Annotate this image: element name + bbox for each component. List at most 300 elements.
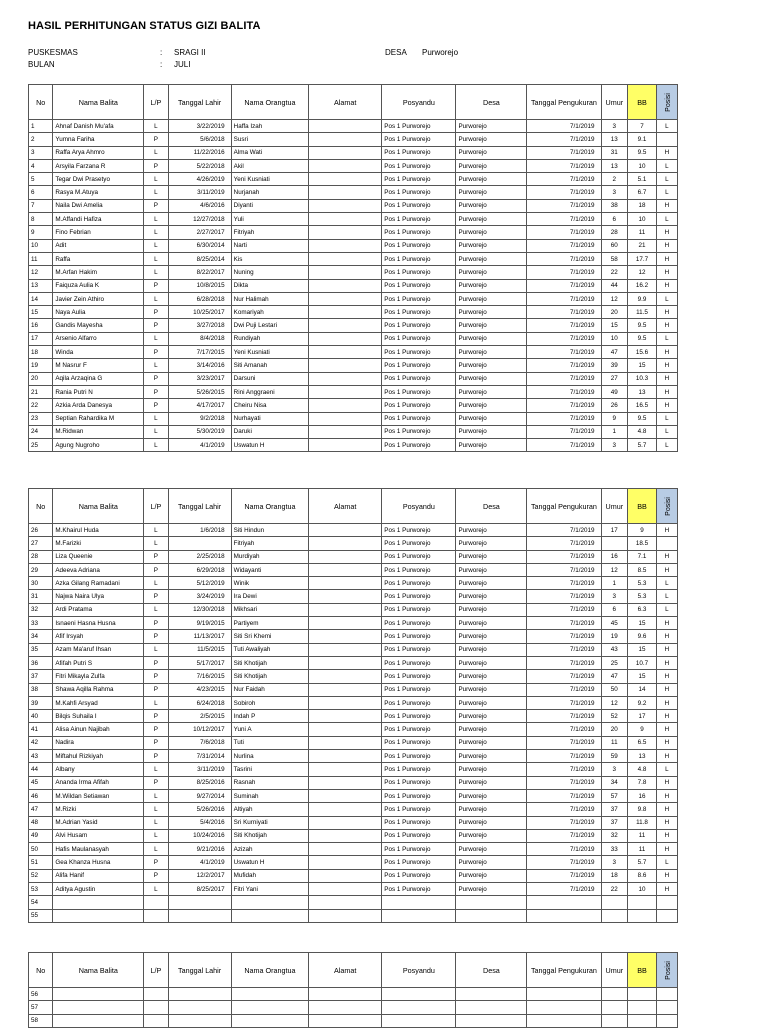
cell-tanggal-pengukuran: 7/1/2019 (527, 226, 601, 239)
cell-posyandu: Pos 1 Purworejo (382, 524, 456, 537)
table-row (29, 577, 678, 590)
cell-lp: L (144, 763, 168, 776)
cell-tanggal-pengukuran: 7/1/2019 (527, 883, 601, 896)
cell-nama-balita: Adit (53, 239, 144, 252)
cell-desa: Purworejo (456, 146, 527, 159)
cell-desa (456, 909, 527, 922)
cell-posisi: H (656, 399, 677, 412)
cell-bb: 11 (628, 829, 657, 842)
cell-tanggal-pengukuran: 7/1/2019 (527, 372, 601, 385)
cell-row-no: 1 (29, 120, 53, 133)
cell-bb: 5.1 (628, 173, 657, 186)
cell-row-no: 20 (29, 372, 53, 385)
status-gizi-table-3 (28, 952, 678, 1028)
cell-posyandu: Pos 1 Purworejo (382, 226, 456, 239)
cell-umur: 3 (601, 856, 628, 869)
cell-posisi: H (656, 279, 677, 292)
cell-posyandu: Pos 1 Purworejo (382, 425, 456, 438)
column-header-row-no (29, 953, 53, 988)
cell-alamat (309, 332, 382, 345)
cell-bb: 5.3 (628, 590, 657, 603)
cell-nama-orangtua (231, 909, 309, 922)
cell-desa: Purworejo (456, 590, 527, 603)
cell-posisi: H (656, 643, 677, 656)
cell-posyandu: Pos 1 Purworejo (382, 696, 456, 709)
cell-desa: Purworejo (456, 252, 527, 265)
cell-row-no: 18 (29, 346, 53, 359)
cell-posisi: L (656, 856, 677, 869)
cell-tanggal-lahir (168, 537, 231, 550)
cell-nama-orangtua: Fitriyah (231, 226, 309, 239)
cell-row-no: 12 (29, 266, 53, 279)
cell-nama-orangtua: Dikta (231, 279, 309, 292)
cell-tanggal-pengukuran: 7/1/2019 (527, 524, 601, 537)
cell-posyandu: Pos 1 Purworejo (382, 577, 456, 590)
cell-row-no: 9 (29, 226, 53, 239)
cell-desa: Purworejo (456, 656, 527, 669)
cell-posyandu: Pos 1 Purworejo (382, 723, 456, 736)
cell-lp: P (144, 710, 168, 723)
cell-bb: 10.7 (628, 656, 657, 669)
cell-tanggal-lahir: 5/26/2016 (168, 803, 231, 816)
cell-posisi (656, 1001, 677, 1014)
cell-bb: 4.8 (628, 763, 657, 776)
cell-tanggal-pengukuran: 7/1/2019 (527, 603, 601, 616)
cell-row-no: 30 (29, 577, 53, 590)
cell-umur: 6 (601, 603, 628, 616)
cell-tanggal-pengukuran: 7/1/2019 (527, 120, 601, 133)
cell-bb: 9 (628, 723, 657, 736)
cell-bb: 15 (628, 359, 657, 372)
cell-umur: 1 (601, 425, 628, 438)
cell-alamat (309, 439, 382, 452)
cell-desa: Purworejo (456, 803, 527, 816)
cell-nama-balita: Aditya Agustin (53, 883, 144, 896)
cell-desa: Purworejo (456, 120, 527, 133)
cell-row-no: 38 (29, 683, 53, 696)
cell-posisi: H (656, 550, 677, 563)
column-header-label: Posyandu (402, 965, 435, 975)
table-row (29, 816, 678, 829)
cell-alamat (309, 590, 382, 603)
cell-tanggal-pengukuran: 7/1/2019 (527, 789, 601, 802)
cell-lp: L (144, 332, 168, 345)
cell-nama-orangtua: Narti (231, 239, 309, 252)
cell-nama-orangtua: Siti Sri Khemi (231, 630, 309, 643)
table-row (29, 266, 678, 279)
cell-posyandu: Pos 1 Purworejo (382, 399, 456, 412)
cell-alamat (309, 399, 382, 412)
cell-desa: Purworejo (456, 763, 527, 776)
column-header-label: Posisi (664, 961, 672, 980)
cell-alamat (309, 173, 382, 186)
cell-umur: 19 (601, 630, 628, 643)
table-row (29, 590, 678, 603)
cell-row-no: 4 (29, 159, 53, 172)
cell-nama-orangtua: Winik (231, 577, 309, 590)
cell-nama-orangtua: Komariyah (231, 306, 309, 319)
cell-umur: 22 (601, 266, 628, 279)
cell-nama-balita (53, 988, 144, 1001)
cell-tanggal-lahir: 12/2/2017 (168, 869, 231, 882)
column-header-nama-orangtua (231, 85, 309, 120)
cell-posisi: H (656, 803, 677, 816)
cell-alamat (309, 803, 382, 816)
cell-tanggal-lahir: 3/11/2019 (168, 186, 231, 199)
cell-lp: L (144, 643, 168, 656)
cell-nama-balita: Alisa Ainun Najibah (53, 723, 144, 736)
cell-lp: P (144, 723, 168, 736)
cell-posyandu: Pos 1 Purworejo (382, 213, 456, 226)
cell-alamat (309, 683, 382, 696)
cell-desa: Purworejo (456, 683, 527, 696)
cell-nama-orangtua: Altiyah (231, 803, 309, 816)
cell-umur: 59 (601, 750, 628, 763)
cell-nama-balita: Winda (53, 346, 144, 359)
cell-nama-orangtua: Tasrini (231, 763, 309, 776)
column-header-bb (628, 953, 657, 988)
cell-lp: L (144, 425, 168, 438)
column-header-bb (628, 85, 657, 120)
cell-nama-orangtua: Yuli (231, 213, 309, 226)
cell-row-no: 21 (29, 385, 53, 398)
cell-nama-balita: Najwa Naira Ulya (53, 590, 144, 603)
cell-lp: L (144, 173, 168, 186)
cell-tanggal-pengukuran: 7/1/2019 (527, 723, 601, 736)
cell-umur: 20 (601, 723, 628, 736)
cell-tanggal-pengukuran: 7/1/2019 (527, 643, 601, 656)
cell-umur: 43 (601, 643, 628, 656)
cell-tanggal-pengukuran (527, 909, 601, 922)
cell-nama-balita: Azkia Arda Danesya (53, 399, 144, 412)
cell-lp: P (144, 372, 168, 385)
cell-posyandu: Pos 1 Purworejo (382, 656, 456, 669)
cell-lp: P (144, 656, 168, 669)
column-header-label: No (36, 97, 46, 107)
column-header-desa (456, 489, 527, 524)
cell-bb: 17 (628, 710, 657, 723)
cell-lp: P (144, 550, 168, 563)
table-row (29, 186, 678, 199)
cell-posyandu: Pos 1 Purworejo (382, 159, 456, 172)
cell-tanggal-lahir (168, 1001, 231, 1014)
cell-posyandu: Pos 1 Purworejo (382, 829, 456, 842)
cell-bb: 9.5 (628, 332, 657, 345)
table-row (29, 524, 678, 537)
cell-umur: 11 (601, 736, 628, 749)
table-row (29, 563, 678, 576)
cell-lp: P (144, 590, 168, 603)
cell-posyandu: Pos 1 Purworejo (382, 252, 456, 265)
cell-alamat (309, 856, 382, 869)
cell-desa: Purworejo (456, 550, 527, 563)
cell-row-no: 48 (29, 816, 53, 829)
cell-nama-balita: Gea Khanza Husna (53, 856, 144, 869)
cell-nama-orangtua: Widayanti (231, 563, 309, 576)
cell-nama-orangtua: Nuning (231, 266, 309, 279)
cell-nama-orangtua: Nurlina (231, 750, 309, 763)
cell-posisi (656, 1014, 677, 1027)
cell-umur (601, 896, 628, 909)
column-header-umur (601, 953, 628, 988)
cell-row-no: 56 (29, 988, 53, 1001)
cell-alamat (309, 1001, 382, 1014)
cell-lp: L (144, 803, 168, 816)
column-header-label: Tanggal Lahir (178, 97, 222, 107)
cell-posyandu (382, 1001, 456, 1014)
cell-nama-balita: Arsenio Alfarro (53, 332, 144, 345)
cell-nama-balita: Tegar Dwi Prasetyo (53, 173, 144, 186)
cell-umur: 2 (601, 173, 628, 186)
cell-tanggal-pengukuran: 7/1/2019 (527, 829, 601, 842)
cell-lp: L (144, 843, 168, 856)
cell-posisi: H (656, 656, 677, 669)
cell-alamat (309, 656, 382, 669)
cell-lp (144, 1014, 168, 1027)
cell-nama-balita: Miftahul Rizkiyah (53, 750, 144, 763)
column-header-label: Alamat (334, 501, 357, 511)
status-gizi-table-1 (28, 84, 678, 452)
cell-alamat (309, 816, 382, 829)
cell-nama-balita: Alifa Hanif (53, 869, 144, 882)
cell-desa: Purworejo (456, 173, 527, 186)
table-row (29, 856, 678, 869)
cell-tanggal-pengukuran: 7/1/2019 (527, 399, 601, 412)
cell-row-no: 27 (29, 537, 53, 550)
cell-tanggal-pengukuran: 7/1/2019 (527, 843, 601, 856)
cell-nama-orangtua: Tuti Awaliyah (231, 643, 309, 656)
cell-nama-orangtua: Siti Khotijah (231, 670, 309, 683)
cell-nama-orangtua: Cheiru Nisa (231, 399, 309, 412)
cell-desa: Purworejo (456, 372, 527, 385)
cell-desa: Purworejo (456, 563, 527, 576)
column-header-label: Alamat (334, 965, 357, 975)
cell-desa: Purworejo (456, 710, 527, 723)
column-header-bb (628, 489, 657, 524)
cell-lp (144, 909, 168, 922)
cell-row-no: 17 (29, 332, 53, 345)
cell-row-no: 43 (29, 750, 53, 763)
cell-posisi: H (656, 199, 677, 212)
cell-alamat (309, 563, 382, 576)
cell-desa: Purworejo (456, 776, 527, 789)
cell-tanggal-pengukuran: 7/1/2019 (527, 159, 601, 172)
cell-bb: 9 (628, 524, 657, 537)
column-header-label: Posisi (664, 497, 672, 516)
cell-posisi: H (656, 683, 677, 696)
cell-alamat (309, 120, 382, 133)
cell-nama-orangtua: Indah P (231, 710, 309, 723)
cell-bb: 14 (628, 683, 657, 696)
cell-row-no: 46 (29, 789, 53, 802)
column-header-label: Tanggal Lahir (178, 501, 222, 511)
cell-alamat (309, 146, 382, 159)
table-row (29, 643, 678, 656)
cell-alamat (309, 736, 382, 749)
cell-tanggal-pengukuran: 7/1/2019 (527, 550, 601, 563)
cell-posyandu (382, 896, 456, 909)
cell-tanggal-pengukuran: 7/1/2019 (527, 439, 601, 452)
cell-nama-balita: Bilqis Suhaila I (53, 710, 144, 723)
cell-tanggal-pengukuran: 7/1/2019 (527, 696, 601, 709)
cell-posisi: L (656, 159, 677, 172)
cell-desa: Purworejo (456, 524, 527, 537)
cell-desa: Purworejo (456, 816, 527, 829)
cell-row-no: 33 (29, 617, 53, 630)
table-row (29, 385, 678, 398)
cell-lp: L (144, 120, 168, 133)
column-header-label: Nama Balita (78, 965, 118, 975)
column-header-lp (144, 85, 168, 120)
cell-tanggal-lahir: 2/27/2017 (168, 226, 231, 239)
cell-tanggal-pengukuran: 7/1/2019 (527, 803, 601, 816)
bulan-value: JULI (174, 60, 191, 69)
cell-posisi: H (656, 372, 677, 385)
cell-desa: Purworejo (456, 630, 527, 643)
column-header-label: Umur (605, 501, 624, 511)
cell-posisi: H (656, 239, 677, 252)
cell-bb: 5.3 (628, 577, 657, 590)
cell-nama-orangtua: Nur Halimah (231, 292, 309, 305)
cell-alamat (309, 412, 382, 425)
cell-alamat (309, 537, 382, 550)
column-header-lp (144, 953, 168, 988)
cell-nama-orangtua: Dwi Puji Lestari (231, 319, 309, 332)
column-header-tanggal-lahir (168, 489, 231, 524)
cell-nama-orangtua: Yuni A (231, 723, 309, 736)
cell-lp: L (144, 252, 168, 265)
cell-bb: 9.5 (628, 412, 657, 425)
cell-alamat (309, 279, 382, 292)
cell-posisi: L (656, 412, 677, 425)
cell-row-no: 24 (29, 425, 53, 438)
table-row (29, 763, 678, 776)
cell-row-no: 52 (29, 869, 53, 882)
cell-alamat (309, 199, 382, 212)
cell-tanggal-pengukuran: 7/1/2019 (527, 346, 601, 359)
header-row (29, 85, 678, 120)
cell-tanggal-lahir: 3/11/2019 (168, 763, 231, 776)
cell-alamat (309, 524, 382, 537)
cell-nama-balita: Ananda Irma Afifah (53, 776, 144, 789)
cell-bb: 18 (628, 199, 657, 212)
cell-tanggal-pengukuran: 7/1/2019 (527, 617, 601, 630)
cell-umur: 28 (601, 226, 628, 239)
cell-umur: 22 (601, 883, 628, 896)
column-header-posyandu (382, 85, 456, 120)
cell-posisi (656, 133, 677, 146)
cell-tanggal-pengukuran: 7/1/2019 (527, 239, 601, 252)
cell-nama-balita: Gandis Mayesha (53, 319, 144, 332)
cell-desa: Purworejo (456, 577, 527, 590)
cell-tanggal-lahir (168, 988, 231, 1001)
cell-posyandu: Pos 1 Purworejo (382, 133, 456, 146)
cell-tanggal-lahir: 9/2/2018 (168, 412, 231, 425)
cell-lp: P (144, 399, 168, 412)
cell-alamat (309, 577, 382, 590)
cell-row-no: 49 (29, 829, 53, 842)
cell-posisi: L (656, 439, 677, 452)
cell-nama-balita: Azka Gilang Ramadani (53, 577, 144, 590)
table-row (29, 252, 678, 265)
cell-posyandu: Pos 1 Purworejo (382, 173, 456, 186)
cell-tanggal-lahir: 4/1/2019 (168, 856, 231, 869)
cell-tanggal-pengukuran: 7/1/2019 (527, 683, 601, 696)
cell-posisi: H (656, 252, 677, 265)
cell-alamat (309, 346, 382, 359)
column-header-label: Posisi (664, 93, 672, 112)
cell-bb: 10 (628, 883, 657, 896)
cell-row-no: 29 (29, 563, 53, 576)
cell-row-no: 57 (29, 1001, 53, 1014)
cell-tanggal-lahir: 12/30/2018 (168, 603, 231, 616)
table-row (29, 332, 678, 345)
cell-alamat (309, 226, 382, 239)
cell-tanggal-lahir: 6/29/2018 (168, 563, 231, 576)
cell-lp: P (144, 385, 168, 398)
column-header-alamat (309, 85, 382, 120)
cell-row-no: 10 (29, 239, 53, 252)
cell-row-no: 41 (29, 723, 53, 736)
table-row (29, 306, 678, 319)
cell-posyandu: Pos 1 Purworejo (382, 279, 456, 292)
cell-tanggal-lahir: 4/1/2019 (168, 439, 231, 452)
column-header-posisi (656, 85, 677, 120)
cell-alamat (309, 292, 382, 305)
cell-umur: 47 (601, 670, 628, 683)
cell-row-no: 13 (29, 279, 53, 292)
cell-tanggal-pengukuran: 7/1/2019 (527, 563, 601, 576)
column-header-label: Umur (605, 965, 624, 975)
cell-bb: 5.7 (628, 439, 657, 452)
document-title: HASIL PERHITUNGAN STATUS GIZI BALITA (28, 20, 261, 32)
cell-tanggal-lahir: 9/21/2016 (168, 843, 231, 856)
cell-row-no: 40 (29, 710, 53, 723)
cell-tanggal-lahir: 11/5/2015 (168, 643, 231, 656)
cell-posyandu: Pos 1 Purworejo (382, 803, 456, 816)
cell-tanggal-lahir: 8/25/2016 (168, 776, 231, 789)
cell-desa (456, 1001, 527, 1014)
cell-nama-balita: M.Wildan Setiawan (53, 789, 144, 802)
cell-lp: L (144, 883, 168, 896)
column-header-label: Nama Orangtua (244, 965, 296, 975)
cell-alamat (309, 763, 382, 776)
cell-lp: L (144, 577, 168, 590)
cell-alamat (309, 159, 382, 172)
cell-desa: Purworejo (456, 199, 527, 212)
cell-lp: L (144, 524, 168, 537)
cell-alamat (309, 617, 382, 630)
cell-posyandu: Pos 1 Purworejo (382, 186, 456, 199)
cell-tanggal-lahir: 10/12/2017 (168, 723, 231, 736)
table-row (29, 750, 678, 763)
cell-posyandu: Pos 1 Purworejo (382, 710, 456, 723)
cell-bb: 10 (628, 213, 657, 226)
cell-bb (628, 896, 657, 909)
cell-alamat (309, 550, 382, 563)
column-header-row-no (29, 85, 53, 120)
cell-tanggal-lahir: 5/30/2019 (168, 425, 231, 438)
cell-desa: Purworejo (456, 306, 527, 319)
cell-posisi: H (656, 563, 677, 576)
cell-tanggal-pengukuran: 7/1/2019 (527, 292, 601, 305)
cell-posyandu: Pos 1 Purworejo (382, 789, 456, 802)
cell-bb: 15 (628, 643, 657, 656)
cell-lp: L (144, 696, 168, 709)
cell-desa: Purworejo (456, 883, 527, 896)
cell-tanggal-pengukuran: 7/1/2019 (527, 319, 601, 332)
cell-posyandu: Pos 1 Purworejo (382, 816, 456, 829)
